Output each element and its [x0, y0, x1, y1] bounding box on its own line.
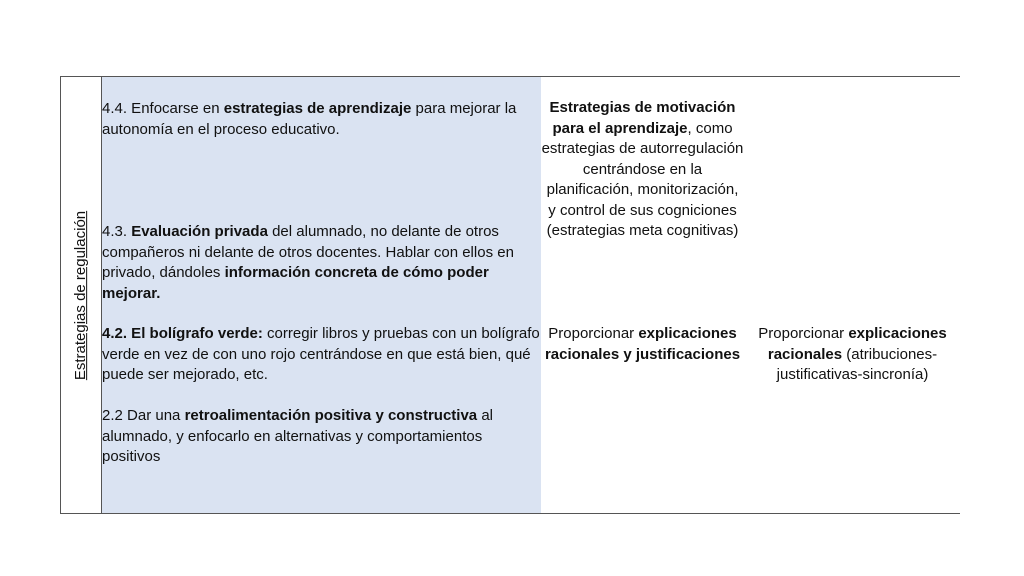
col3-explanations-text: Proporcionar explicaciones racionales (atribuciones-justificativas-sincronía) [758, 325, 947, 383]
strategy-2-2: 2.2 Dar una retroalimentación positiva y constructiva al alumnado, y enfocarlo en alternativas y comportamientos positivos [102, 407, 493, 465]
strategy-4-2: 4.2. El bolígrafo verde: corregir libros y pruebas con un bolígrafo verde en vez de con uno rojo centrándose en que está bien, qué puede ser mejorado, etc. [102, 325, 540, 383]
col2-motivation-text: Estrategias de motivación para el aprendizaje, como estrategias de autorregulación centrándose en la planificación, monitorización, y control de sus cogniciones (estrategias meta cognitivas) [541, 99, 744, 239]
table-bottom-border [60, 513, 960, 514]
row-label-cell [61, 77, 101, 513]
strategies-table [60, 76, 960, 514]
row-label: Estrategias de regulación [72, 210, 90, 380]
strategy-4-4: 4.4. Enfocarse en estrategias de aprendizaje para mejorar la autonomía en el proceso educativo. [102, 100, 517, 138]
strategy-4-3: 4.3. Evaluación privada del alumnado, no delante de otros compañeros ni delante de otros docentes. Hablar con ellos en privado, dándoles información concreta de cómo poder mejorar. [102, 223, 514, 302]
col2-explanations-text: Proporcionar explicaciones racionales y justificaciones [544, 325, 741, 363]
